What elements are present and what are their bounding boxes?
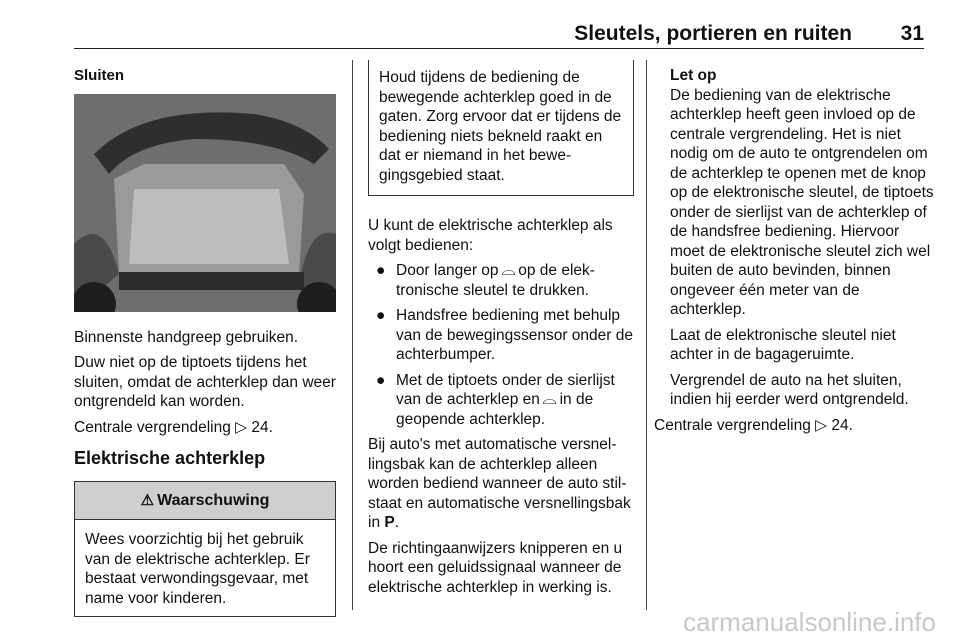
paragraph: Bij auto's met automatische versnellingsbak kan de achterklep alleen worden bediend wanneer de auto stilstaat en automatische versnellingsbak in P. (368, 436, 631, 531)
note-block (654, 66, 934, 410)
page-header-title: Sleutels, portieren en ruiten (574, 22, 852, 45)
column-2 (368, 66, 634, 603)
column-1 (74, 66, 336, 617)
page-number: 31 (900, 22, 924, 45)
car-tailgate-photo (74, 94, 336, 312)
tailgate-icon: ⌓ (501, 262, 516, 278)
cross-reference: Centrale vergrendeling ▷ 24. (654, 416, 853, 434)
warning-box (74, 481, 336, 618)
car-tailgate-illustration (74, 94, 336, 312)
paragraph: U kunt de elektrische achterklep als volgt bedienen: (368, 217, 613, 254)
subtitle-closing: Sluiten (74, 67, 125, 84)
paragraph: De richtingaanwijzers knipperen en u hoort een geluidssignaal wanneer de elektrische achterklep in werking is. (368, 539, 623, 596)
note-paragraph: Vergrendel de auto na het sluiten, indien hij eerder werd ontgrendeld. (670, 371, 909, 408)
list-item: ● Door langer op ⌓ op de elektronische sleutel te drukken. (376, 262, 595, 299)
warning-continuation-box: Houd tijdens de bediening de bewegende achterklep goed in de gaten. Zorg ervoor dat er tijdens de bediening niets bekneld raakt en dat er niemand in het bewegingsgebied staat. (368, 60, 634, 196)
paragraph: Duw niet op de tiptoets tijdens het sluiten, omdat de achterklep dan weer ontgrendeld kan worden. (74, 354, 336, 410)
paragraph: Binnenste handgreep gebruiken. (74, 328, 299, 346)
header-rule (74, 48, 924, 49)
bullet-dot: ● (376, 307, 386, 324)
watermark: carmanualsonline.info (683, 607, 936, 637)
cross-reference: Centrale vergrendeling ▷ 24. (74, 418, 273, 436)
section-title: Elektrische achterklep (74, 448, 266, 468)
note-title: Let op (670, 67, 717, 84)
column-divider (646, 60, 647, 610)
tailgate-icon: ⌓ (542, 391, 557, 407)
bullet-dot: ● (376, 262, 386, 279)
column-divider (352, 60, 353, 610)
note-paragraph: Laat de elektronische sleutel niet achter in de bagageruimte. (670, 326, 896, 363)
warning-triangle-icon: ⚠ (140, 491, 155, 509)
bullet-dot: ● (376, 371, 386, 389)
warning-header (75, 482, 335, 521)
note-paragraph: De bediening van de elektrische achterklep heeft geen invloed op de centrale vergrendeling. Het is niet nodig om de auto te ontgrendelen om de achterklep te openen met de knop op de elektronische sleutel, de tiptoets onder de sierlijst van de achterklep of de handsfree bediening. Hiervoor moet de elektronische sleutel zich wel buiten de auto bevinden, binnen ongeveer één meter van de achterklep. (670, 86, 934, 318)
column-3 (654, 66, 934, 441)
warning-title: Waarschuwing (157, 491, 270, 509)
list-item: ● Handsfree bediening met behulp van de bewegingssensor onder de achterbumper. (376, 307, 633, 363)
warning-text: Wees voorzichtig bij het gebruik van de elektrische achterklep. Er bestaat verwondingsgevaar, met name voor kinderen. (85, 531, 310, 607)
list-item: ● Met de tiptoets onder de sierlijst van de achterklep en ⌓ in de geopende achterklep. (376, 371, 615, 428)
